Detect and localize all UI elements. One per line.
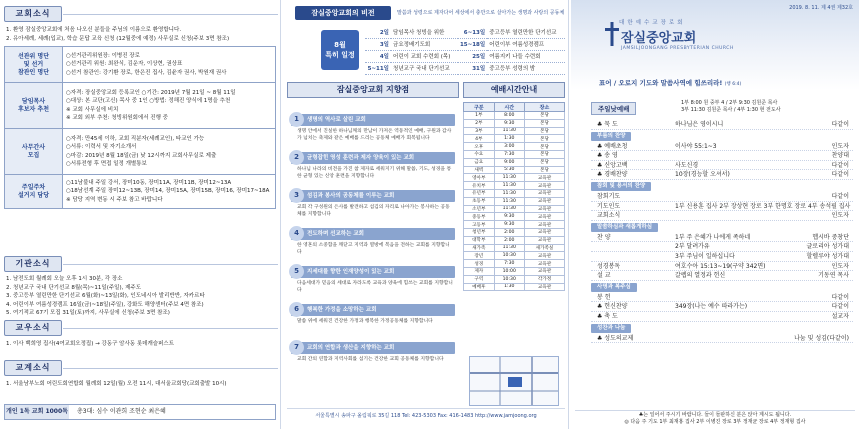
table-row: 2부 9:30 본당 xyxy=(464,119,565,127)
row-line: ※ 교회 외부 추천: 청빙위원회에서 진행 중 xyxy=(66,114,168,121)
church-name: 잠실중앙교회 xyxy=(621,31,697,46)
news-title: 교회소식 xyxy=(4,6,62,22)
bulletin-header xyxy=(571,0,859,90)
order-row: ♣ 성도의교제 나눔 및 성김(다같이) xyxy=(591,334,853,344)
list-item: 2. 청년교구 국내 단기선교 8월(목)~11일(주일), 제주도 xyxy=(6,284,142,291)
row-line: ○자격: 만45세 이하, 교회 직분자(세례교인), 타교인 가능 xyxy=(66,136,205,143)
worship-times: 1부 8:00 원 중부 4 / 2부 9:30 김원준 목사 3부 11:30 김원준 목사 / 4부 1:30 현 전도사 xyxy=(681,100,781,113)
table-row: 2일 담임목사 청빙을 위한 6~13일 중고등부 열린만한 단기선교 xyxy=(365,26,565,38)
table-row: 중등부 9:30 교육관 xyxy=(464,213,565,221)
row-line: ○선거관리위원장: 이병진 장로 xyxy=(66,53,140,60)
row-line: ○18남선계 주일 장미12~13B, 장미14, 장미15A, 장미15B, 장미16, 장미17~18A xyxy=(66,188,270,195)
order-row: ♣ 헌신찬양 349장(나는 예수 따라가는) 다같이 xyxy=(591,302,853,312)
church-name-english: JAMSILJOONGANG PRESBYTERIAN CHURCH xyxy=(621,46,734,51)
news-item: 2. 유아세례, 세례(입교), 학습 문답 교육 신청 (12월중에 예정) 사무실로 신청(주보 3면 참조) xyxy=(6,35,230,42)
row-line: ○11남불내 주일 강서, 장미10동, 장미11A, 장미11B, 장미12~13A xyxy=(66,180,232,187)
row-label: 담임목사 후보자 추천 xyxy=(5,83,63,129)
section-tag: 사명과 복주심 xyxy=(591,283,637,292)
members-title: 교우소식 xyxy=(4,320,62,336)
list-item: 4. 어린이부 여름성경캠프 16일(금)~18일(주일), 강화도 해양센터(주보 4면 참조) xyxy=(6,301,204,308)
row-label: 주일주차 설거지 담당 xyxy=(5,175,63,209)
worship-title: 주일낮예배 xyxy=(591,102,636,115)
list-item: 3. 중고등부 열린만한 단기선교 6월(화)~13일(화), 인도네시아 발리반반, 자카르타 xyxy=(6,293,205,300)
vision-text: 말씀과 성령으로 제자다어 세상에서 충만으로 살아가는 생명과 사랑의 공동체 xyxy=(397,10,565,16)
row-line: ○서류: 이력서 및 자기소개서 xyxy=(66,144,137,151)
table-row: 오후 3:00 본당 xyxy=(464,143,565,151)
order-row: 찬 양 1부 주 은혜가 나에게 족하네 헵시바 중창단 xyxy=(591,233,853,243)
table-row: 3일 금요정배기도회 15~18일 어린이부 여름성경캠프 xyxy=(365,38,565,50)
directions-title: 잠실중앙교회 지향점 xyxy=(287,82,459,98)
institutions-title: 기관소식 xyxy=(4,256,62,272)
cross-icon xyxy=(605,22,619,46)
order-row: 설 교 갈렙의 열정과 헌신 기동연 목사 xyxy=(591,271,853,281)
table-row: 구역 10:30 각가정 xyxy=(464,275,565,283)
row-label: 사무간사 모집 xyxy=(5,129,63,175)
table-row: 4부 1:30 본당 xyxy=(464,135,565,143)
row-line: ○서류전형 후 면접 일정 개별통보 xyxy=(66,160,147,167)
table-row: 소년부 11:30 교육관 xyxy=(464,205,565,213)
schedule-table xyxy=(365,26,565,75)
section-tag: 부름의 찬양 xyxy=(591,132,631,141)
row-line: ○마감: 2019년 8월 18일(금) 낮 12시까지 교회사무실로 제출 xyxy=(66,152,217,159)
bible-reading-label: 개인 1독 교회 1000독 xyxy=(5,405,69,419)
direction-item: 7 교회의 연합과 생산을 지향하는 교회 교회 간의 연합과 지역사회를 섬기는 건강한 교회 공동체를 지향합니다 xyxy=(291,342,455,363)
motto: 표어 / 오로지 기도와 말씀사역에 힘쓰리라! (행 6:4) xyxy=(599,79,742,87)
direction-item: 5 지세대를 향한 인재양성이 있는 교회 다음세대가 믿음의 세대로 자라도록 교육과 양육에 힘쓰는 교회를 지향합니다 xyxy=(291,266,455,294)
table-row: 대학부 2:00 교육관 xyxy=(464,236,565,244)
table-row: 예배후 1:30 교육관 xyxy=(464,283,565,291)
direction-item: 2 균형잡힌 영성 훈련과 제자 양육이 있는 교회 하나님 나라의 비전을 가진 참 제자로 세워지기 위해 말씀, 기도, 성경을 통한 균형 있는 신앙 훈련을 지향합니다 xyxy=(291,152,455,180)
left-panel xyxy=(0,0,281,429)
services-table xyxy=(463,102,565,291)
members-list xyxy=(6,340,276,349)
order-row: 3부 주님이 일하십니다 할렐루야 성가대 xyxy=(591,252,853,262)
schedule-badge: 8월 특히 일정 xyxy=(321,30,359,70)
denomination: 대한예수교장로회 xyxy=(619,20,686,26)
table-row: 영아부 11:30 교육관 xyxy=(464,174,565,182)
worship-order xyxy=(591,100,853,343)
direction-item: 3 섬김과 봉사의 공동체를 이루는 교회 교회 각 구성원의 은사를 발견하고 섬김의 자리로 나아가는 봉사하는 공동체를 지향합니다 xyxy=(291,190,455,218)
row-label: 선관위 명단 및 선거 참관인 명단 xyxy=(5,47,63,83)
issue-date: 2019. 8. 11. 제 4권 제32호 xyxy=(789,5,853,11)
table-row: 새가족 11:30 새가족실 xyxy=(464,244,565,252)
table-row: 초등부 11:30 교육관 xyxy=(464,197,565,205)
news-item: 1. 환영 잠실중앙교회에 처음 나오신 분들을 주님의 이름으로 환영합니다. xyxy=(6,27,182,33)
order-row: ♣ 예배초청 이사야 55:1~3 인도자 xyxy=(591,142,853,152)
events-title: 교계소식 xyxy=(4,360,62,376)
table-row: 청년부 2:00 교육관 xyxy=(464,228,565,236)
table-row: 유년부 11:30 교육관 xyxy=(464,189,565,197)
list-item: 5. 여기적교 67기 모집 31일(토)까지, 사무실에 신청(주보 3면 참조) xyxy=(6,310,170,317)
order-row: 성경봉독 여호수아 15:13~19(구약 342면) 인도자 xyxy=(591,262,853,272)
order-row: ♣ 축 도 설교자 xyxy=(591,312,853,322)
order-row: 봉 헌 다같이 xyxy=(591,293,853,303)
table-row xyxy=(5,47,276,83)
list-item: 1. 서울남부노회 어린도회연합회 월례회 12일(월) 오전 11시, 대서울교회당(교회출발 10시) xyxy=(6,381,227,387)
right-panel xyxy=(571,0,859,429)
bible-reading-bar xyxy=(4,404,276,420)
section-tag: 성찬과 나눔 xyxy=(591,324,631,333)
direction-item: 6 행복한 가정을 소망하는 교회 말씀 위에 세워진 건강한 가정과 행복한 가정공동체를 지향합니다 xyxy=(291,304,455,325)
institutions-list xyxy=(6,275,276,318)
list-item: 1. 남전도회 월례회 오늘 오후 1시 30분, 각 장소 xyxy=(6,276,123,282)
order-row: ♣ 송 영 찬양대 xyxy=(591,151,853,161)
row-line: ○자격: 장실중앙교회 등록교인 ○기간: 2019년 7월 21일 ~ 8월 11일 xyxy=(66,90,236,97)
order-row: ♣ 신앙고백 사도신경 다같이 xyxy=(591,161,853,171)
table-row: 고등부 9:30 교육관 xyxy=(464,221,565,229)
order-row: ♣ 묵 도 하나님은 영이시니 다같이 xyxy=(591,120,853,130)
order-row: 기도인도 1부 신용훈 집사 2부 장상현 장로 3부 한명호 장로 4부 송석필 집사 xyxy=(591,202,853,212)
table-row xyxy=(5,83,276,129)
events-list xyxy=(6,380,276,389)
list-item: 1. 이사 백희영 집사(4여교회오정집) → 강동구 암사동 롯데캐슬퍼스트 xyxy=(6,341,175,347)
church-address: 서울특별시 송파구 올림픽로 35길 118 Tel: 423-5303 Fax: 416-1483 http://www.jamjoong.org xyxy=(287,408,565,419)
services-title: 예배시간안내 xyxy=(463,82,565,98)
location-map xyxy=(469,356,559,406)
order-row: 교회소식 인도자 xyxy=(591,211,853,221)
table-header-row: 구분 시간 장소 xyxy=(464,103,565,112)
table-row: 제자 10:00 교육관 xyxy=(464,267,565,275)
table-row: 장년 10:30 교육관 xyxy=(464,252,565,260)
row-line: ※ 담당 지역 변동 시 주보 참고 바랍니다 xyxy=(66,196,163,203)
news-table xyxy=(4,46,276,209)
table-row: 수요 7:30 본당 xyxy=(464,150,565,158)
section-tag: 참회 및 용서의 찬양 xyxy=(591,182,651,191)
direction-item: 4 전도하며 선교하는 교회 한 영혼의 소중함을 깨닫고 지역과 열방에 복음을 전하는 교회를 지향합니다 xyxy=(291,228,455,256)
middle-panel xyxy=(283,0,569,429)
table-row: 1부 8:00 본당 xyxy=(464,112,565,120)
table-row: 성경 7:30 교육관 xyxy=(464,260,565,268)
table-row: 5~11일 청년교구 국내 단기선교 31일 중고등부 성령의 밤 xyxy=(365,62,565,74)
table-row xyxy=(5,175,276,209)
row-line: ○대상: 본 교단(고신) 목사 중 1인 ○방법: 정해진 양식에 1명을 추천 xyxy=(66,98,231,105)
row-line: ※ 교회 사무실에 비치 xyxy=(66,106,119,113)
table-row xyxy=(5,129,276,175)
row-line: ○선거관리 위원: 최완식, 김운자, 이상현, 권상표 xyxy=(66,61,183,68)
bible-reading-value: 총3대: 심수 이관희 조현순 최은혜 xyxy=(77,408,166,415)
order-row: 참회기도 다같이 xyxy=(591,192,853,202)
order-row: ♣ 경배찬양 10장(경능할 오셔서) 다같이 xyxy=(591,170,853,180)
row-line: ○선거 참관인: 강기환 장로, 한은진 집사, 김윤자 권사, 박원재 권사 xyxy=(66,69,227,76)
bottom-note: ♣는 일어서 주시기 바랍니다. 들이 들판하신 분은 앉아 계시도 됩니다. ◎ 다음 주 기도 1부 최재홍 집사 2부 이병진 장로 3부 정재균 장로 4부 정재형 집사 xyxy=(575,410,855,426)
table-row: 새벽 5:30 본당 xyxy=(464,166,565,174)
table-row: 유치부 11:30 교육관 xyxy=(464,182,565,190)
table-row: 3부 11:30 본당 xyxy=(464,127,565,135)
vision-title: 잠실중앙교회의 비전 xyxy=(295,6,391,20)
section-tag: 말씀하심과 새롭게하심 xyxy=(591,223,658,232)
table-row: 금요 9:00 본당 xyxy=(464,158,565,166)
order-row: 2부 달려가유 글로리아 성가대 xyxy=(591,242,853,252)
news-list xyxy=(6,26,276,43)
map-icon xyxy=(470,357,558,405)
direction-item: 1 생명의 역사로 살린 교회 생명 안에서 진실한 하나님께의 만남이 가져온 역동적인 예배, 구원과 감사가 넘치는 축제와 같은 예배를 드리는 공동체 예배가 회복됩니다 xyxy=(291,114,455,142)
table-row: 4일 어린이 교회 수련회 (목) 25일 여름지키 나들 수련회 xyxy=(365,50,565,62)
